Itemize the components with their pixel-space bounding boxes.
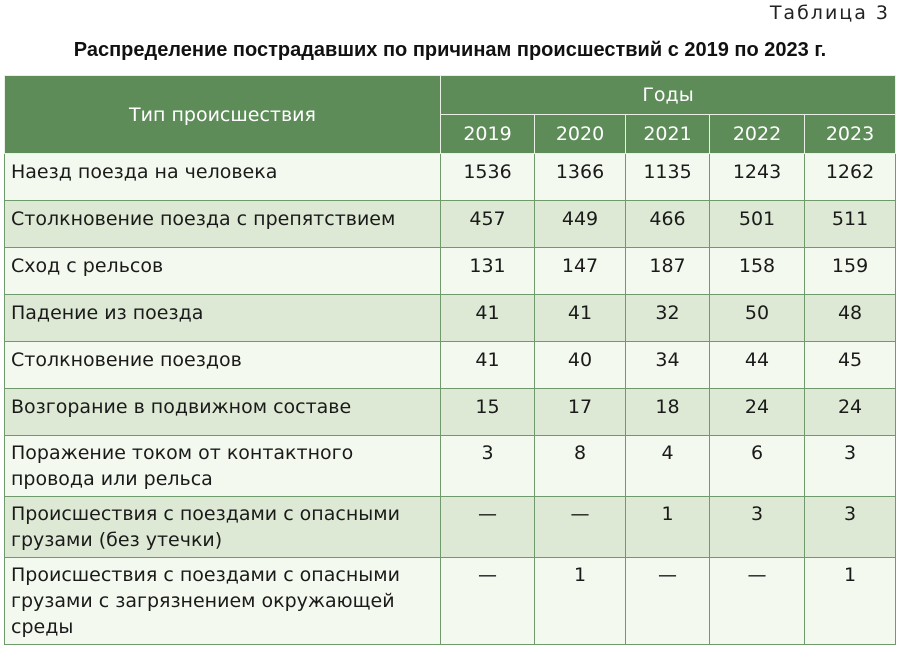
cell-value: 17: [535, 389, 626, 436]
row-label: Столкновение поездов: [5, 342, 441, 389]
cell-value: 15: [441, 389, 535, 436]
cell-value: —: [441, 558, 535, 645]
row-label: Падение из поезда: [5, 295, 441, 342]
table-title: Распределение пострадавших по причинам происшествий с 2019 по 2023 г.: [73, 39, 827, 61]
cell-value: 1: [626, 497, 710, 558]
cell-value: 24: [805, 389, 896, 436]
year-header-2019: 2019: [441, 115, 535, 154]
cell-value: 159: [805, 248, 896, 295]
cell-value: —: [441, 497, 535, 558]
cell-value: 147: [535, 248, 626, 295]
row-label: Столкновение поезда с препятствием: [5, 201, 441, 248]
table-row: [5, 497, 896, 558]
cell-value: —: [535, 497, 626, 558]
cell-value: 511: [805, 201, 896, 248]
cell-value: 158: [710, 248, 805, 295]
cell-value: 3: [710, 497, 805, 558]
cell-value: 449: [535, 201, 626, 248]
years-group-header: Годы: [441, 76, 896, 115]
cell-value: 187: [626, 248, 710, 295]
cell-value: 8: [535, 436, 626, 497]
cell-value: 32: [626, 295, 710, 342]
cell-value: 466: [626, 201, 710, 248]
year-header-2021: 2021: [626, 115, 710, 154]
cell-value: 40: [535, 342, 626, 389]
cell-value: 3: [805, 436, 896, 497]
cell-value: —: [626, 558, 710, 645]
cell-value: 6: [710, 436, 805, 497]
cell-value: 24: [710, 389, 805, 436]
cell-value: 131: [441, 248, 535, 295]
cell-value: 1536: [441, 154, 535, 201]
table-row: [5, 248, 896, 295]
cell-value: 457: [441, 201, 535, 248]
cell-value: 48: [805, 295, 896, 342]
cell-value: 3: [441, 436, 535, 497]
cell-value: —: [710, 558, 805, 645]
year-header-2023: 2023: [805, 115, 896, 154]
cell-value: 34: [626, 342, 710, 389]
cell-value: 50: [710, 295, 805, 342]
row-label: Наезд поезда на человека: [5, 154, 441, 201]
table-row: [5, 558, 896, 645]
cell-value: 501: [710, 201, 805, 248]
row-label: Сход с рельсов: [5, 248, 441, 295]
table-row: [5, 389, 896, 436]
cell-value: 41: [441, 342, 535, 389]
cell-value: 1243: [710, 154, 805, 201]
table-row: [5, 436, 896, 497]
table-row: [5, 295, 896, 342]
table-row: [5, 342, 896, 389]
row-label: Возгорание в подвижном составе: [5, 389, 441, 436]
cell-value: 41: [441, 295, 535, 342]
cell-value: 3: [805, 497, 896, 558]
row-label: Происшествия с поездами с опасными грузами с загрязнением окружающей среды: [5, 558, 441, 645]
year-header-2022: 2022: [710, 115, 805, 154]
cell-value: 18: [626, 389, 710, 436]
cell-value: 1: [805, 558, 896, 645]
year-header-2020: 2020: [535, 115, 626, 154]
table-row: [5, 154, 896, 201]
cell-value: 1135: [626, 154, 710, 201]
cell-value: 4: [626, 436, 710, 497]
cell-value: 1366: [535, 154, 626, 201]
table-caption: Таблица 3: [769, 2, 890, 24]
row-label: Поражение током от контактного провода или рельса: [5, 436, 441, 497]
cell-value: 1: [535, 558, 626, 645]
cell-value: 41: [535, 295, 626, 342]
type-column-header: Тип происшествия: [5, 76, 441, 154]
row-label: Происшествия с поездами с опасными грузами (без утечки): [5, 497, 441, 558]
cell-value: 1262: [805, 154, 896, 201]
cell-value: 44: [710, 342, 805, 389]
casualties-table: [4, 75, 896, 645]
cell-value: 45: [805, 342, 896, 389]
table-row: [5, 201, 896, 248]
